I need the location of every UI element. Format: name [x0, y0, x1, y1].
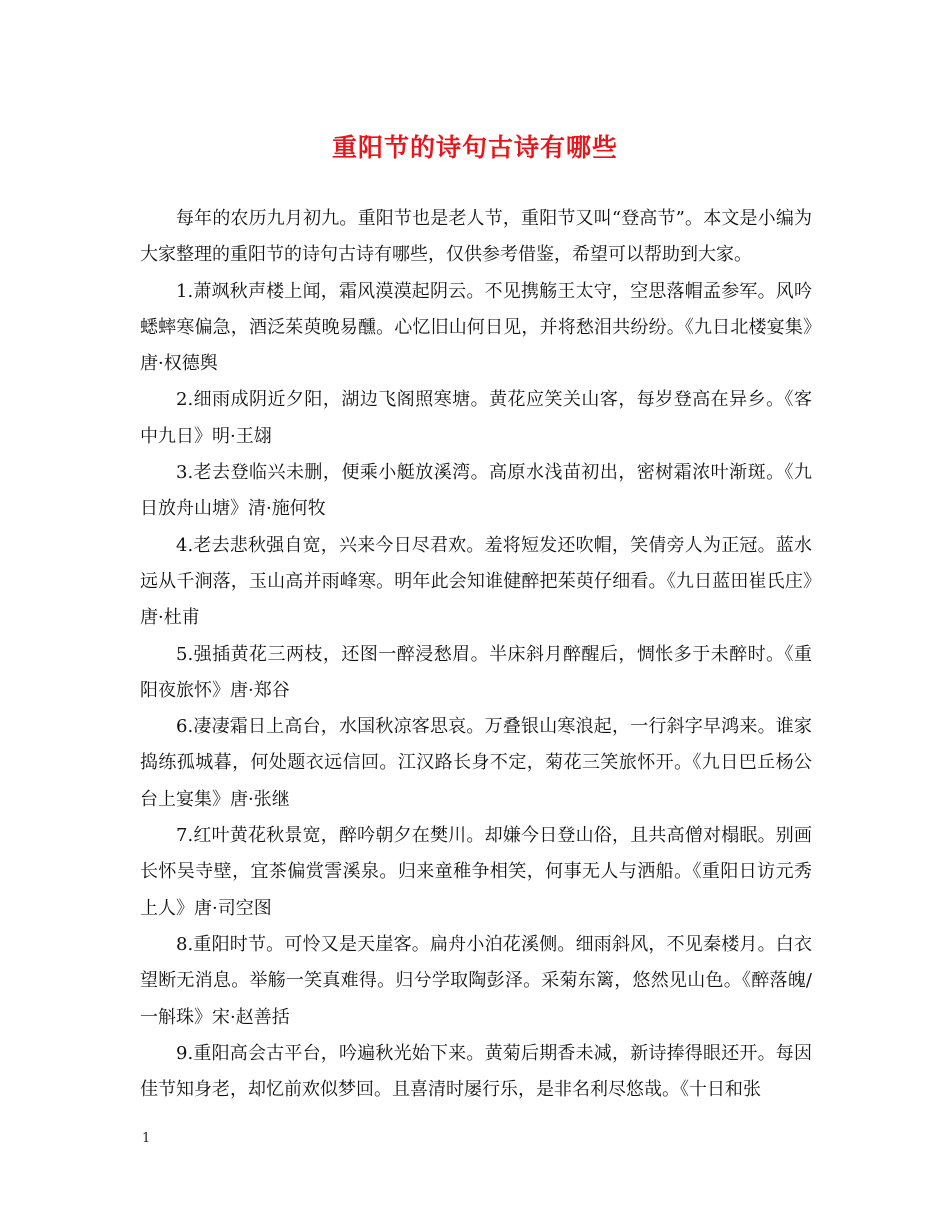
poem-paragraph-4: 4.老去悲秋强自宽，兴来今日尽君欢。羞将短发还吹帽，笑倩旁人为正冠。蓝水远从千涧落，玉山高并雨峰寒。明年此会知谁健醉把茱萸仔细看。《九日蓝田崔氏庄》唐·杜甫 [140, 534, 812, 629]
poem-paragraph-3: 3.老去登临兴未删，便乘小艇放溪湾。高原水浅苗初出，密树霜浓叶渐斑。《九日放舟山塘》清·施何牧 [140, 462, 812, 520]
document-body [140, 201, 812, 1108]
poem-paragraph-7: 7.红叶黄花秋景宽，醉吟朝夕在樊川。却嫌今日登山俗，且共高僧对榻眠。别画长怀吴寺壁，宜茶偏赏霅溪泉。归来童稚争相笑，何事无人与洒船。《重阳日访元秀上人》唐·司空图 [140, 825, 812, 919]
poem-paragraph-2: 2.细雨成阴近夕阳，湖边飞阁照寒塘。黄花应笑关山客，每岁登高在异乡。《客中九日》明·王翃 [140, 389, 812, 447]
poem-paragraph-1: 1.萧飒秋声楼上闻，霜风漠漠起阴云。不见携觞王太守，空思落帽孟参军。风吟蟋蟀寒偏急，酒泛茱萸晚易醺。心忆旧山何日见，并将愁泪共纷纷。《九日北楼宴集》唐·权德舆 [140, 280, 812, 375]
intro-paragraph: 每年的农历九月初九。重阳节也是老人节，重阳节又叫“登高节”。本文是小编为大家整理的重阳节的诗句古诗有哪些，仅供参考借鉴，希望可以帮助到大家。 [140, 208, 812, 266]
poem-paragraph-5: 5.强插黄花三两枝，还图一醉浸愁眉。半床斜月醉醒后，惆怅多于未醉时。《重阳夜旅怀》唐·郑谷 [140, 643, 812, 701]
document-title: 重阳节的诗句古诗有哪些 [331, 133, 618, 162]
poem-paragraph-6: 6.凄凄霜日上高台，水国秋凉客思哀。万叠银山寒浪起，一行斜字早鸿来。谁家捣练孤城暮，何处题衣远信回。江汉路长身不定，菊花三笑旅怀开。《九日巴丘杨公台上宴集》唐·张继 [140, 716, 812, 810]
poem-paragraph-9: 9.重阳高会古平台，吟遍秋光始下来。黄菊后期香未减，新诗捧得眼还开。每因佳节知身老，却忆前欢似梦回。且喜清时屡行乐，是非名利尽悠哉。《十日和张 [140, 1042, 812, 1101]
poem-paragraph-8: 8.重阳时节。可怜又是天崖客。扁舟小泊花溪侧。细雨斜风，不见秦楼月。白衣望断无消息。举觞一笑真难得。归兮学取陶彭泽。采菊东篱，悠然见山色。《醉落魄/一斛珠》宋·赵善括 [140, 933, 812, 1028]
page-number: 1 [142, 1131, 151, 1146]
